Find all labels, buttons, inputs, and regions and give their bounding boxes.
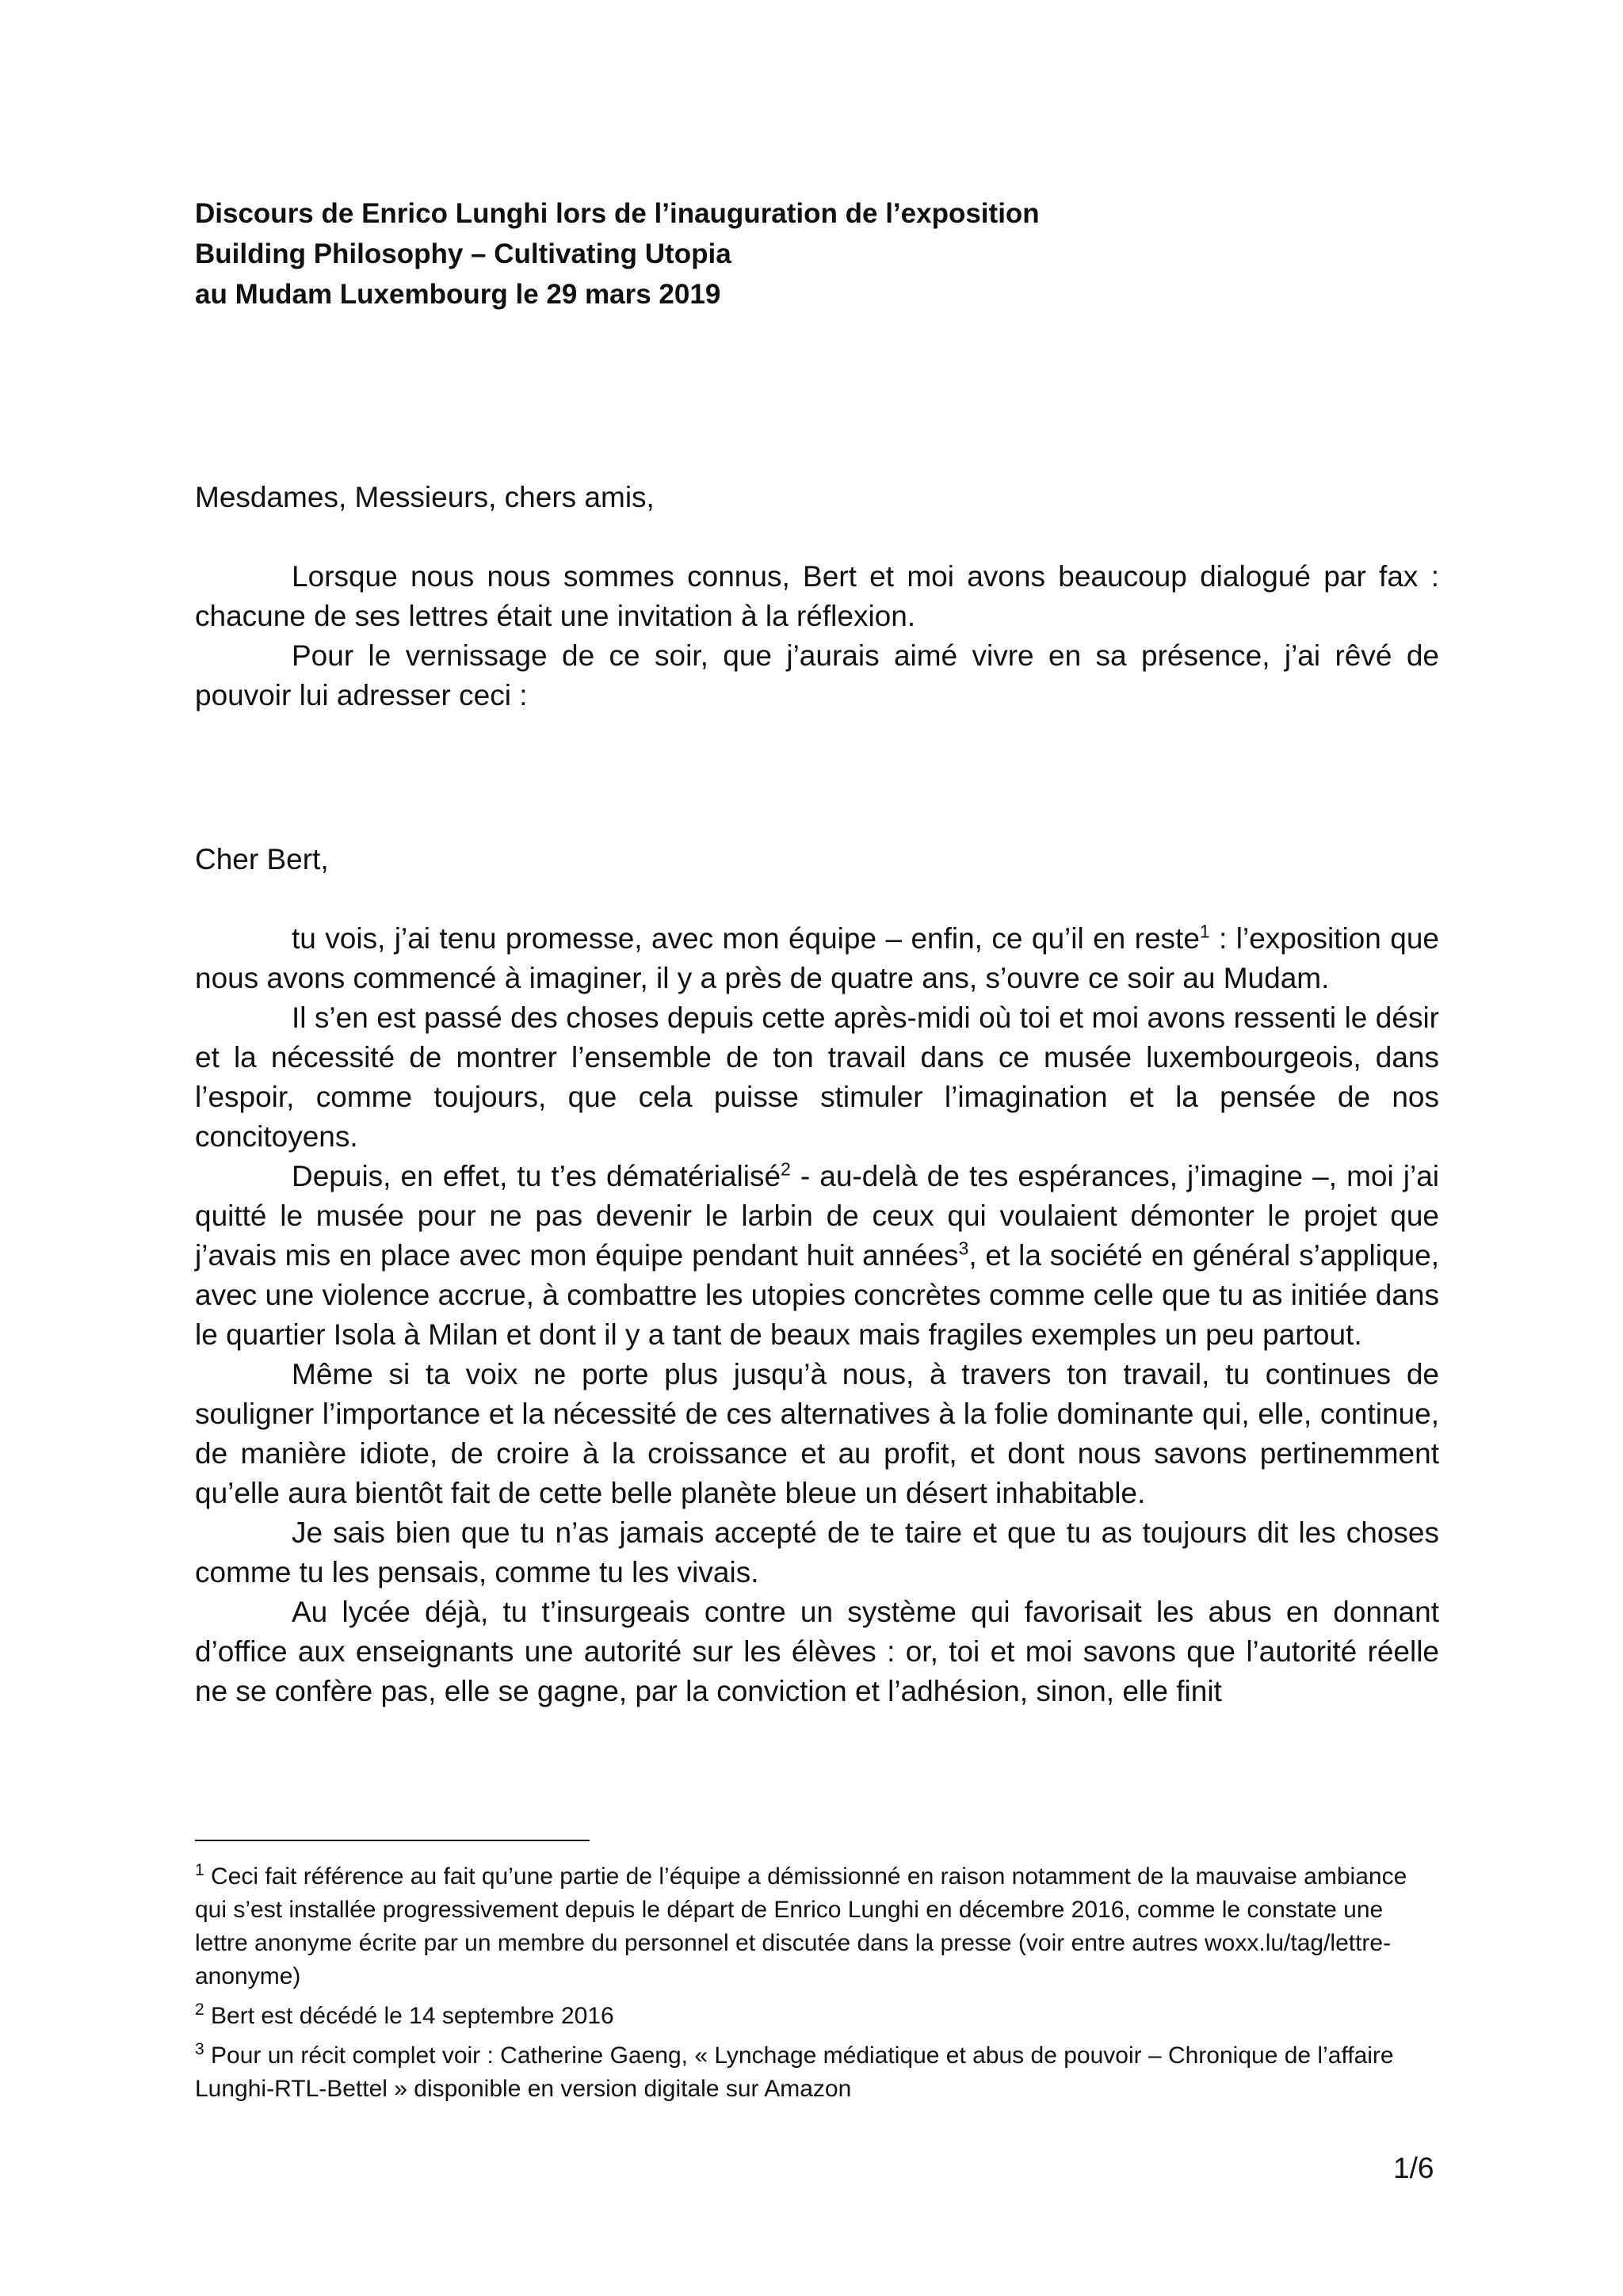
letter-paragraph-3-text-c: , et la société en général s’applique, avec une violence accrue, à combattre les utopies concrètes comme celle que tu as initiée dans le quartier Isola à Milan et dont il y a tant de beaux mais fragiles exemples un peu partout. [195,1239,1440,1351]
heading-line-2: Building Philosophy – Cultivating Utopia [195,238,731,269]
letter-paragraph-1 [195,919,1439,998]
footnote-mark-3: 3 [195,2040,204,2058]
footnote-3 [195,2039,1407,2106]
intro-paragraph-2: Pour le vernissage de ce soir, que j’aurais aimé vivre en sa présence, j’ai rêvé de pouvoir lui adresser ceci : [195,639,1439,711]
letter-paragraph-3-text-b: - au-delà de tes espérances, j’imagine –, moi j’ai quitté le musée pour ne pas devenir le larbin de ceux qui voulaient démonter le projet que j’avais mis en place avec mon équipe pendant huit années [195,1160,1439,1272]
footnote-1 [195,1860,1407,1993]
letter-paragraph-4: Même si ta voix ne porte plus jusqu’à nous, à travers ton travail, tu continues de souligner l’importance et la nécessité de ces alternatives à la folie dominante qui, elle, continue, de manière idiote, de croire à la croissance et au profit, et dont nous savons pertinemment qu’elle aura bientôt fait de cette belle planète bleue un désert inhabitable. [195,1358,1439,1509]
footnote-ref-1: 1 [1199,921,1210,942]
letter-paragraph-3 [195,1157,1439,1355]
heading-line-1: Discours de Enrico Lunghi lors de l’inauguration de l’exposition [195,198,1040,229]
greeting: Mesdames, Messieurs, chers amis, [195,481,655,513]
footnote-text-1: Ceci fait référence au fait qu’une partie de l’équipe a démissionné en raison notamment de la mauvaise ambiance qui s’est installée progressivement depuis le départ de Enrico Lunghi en décembre 2016, comme le constate une lettre anonyme écrite par un membre du personnel et discutée dans la presse (voir entre autres woxx.lu/tag/lettre-anonyme) [195,1863,1407,1989]
footnote-mark-2: 2 [195,2000,204,2019]
footnote-mark-1: 1 [195,1861,204,1879]
heading-line-3: au Mudam Luxembourg le 29 mars 2019 [195,279,721,310]
footnotes [195,1860,1407,2112]
letter-paragraph-5: Je sais bien que tu n’as jamais accepté de te taire et que tu as toujours dit les choses comme tu les pensais, comme tu les vivais. [195,1516,1439,1589]
page-number: 1/6 [1393,2152,1434,2184]
footnote-ref-3: 3 [958,1238,969,1259]
footnote-text-2: Bert est décédé le 14 septembre 2016 [204,2003,614,2029]
letter-greeting: Cher Bert, [195,843,329,875]
letter-paragraph-3-text-a: Depuis, en effet, tu t’es dématérialisé [292,1160,781,1192]
letter-paragraph-2: Il s’en est passé des choses depuis cette après-midi où toi et moi avons ressenti le désir et la nécessité de montrer l’ensemble de ton travail dans ce musée luxembourgeois, dans l’espoir, comme toujours, que cela puisse stimuler l’imagination et la pensée de nos concitoyens. [195,1001,1439,1153]
letter-body [195,919,1439,1711]
footnote-2 [195,2000,1407,2033]
document-heading [195,193,1040,315]
letter-paragraph-1-text-b: : l’exposition que nous avons commencé à imaginer, il y a près de quatre ans, s’ouvre ce soir au Mudam. [195,922,1439,994]
footnote-ref-2: 2 [781,1158,791,1180]
letter-paragraph-1-text-a: tu vois, j’ai tenu promesse, avec mon équipe – enfin, ce qu’il en reste [292,922,1200,955]
footnote-text-3: Pour un récit complet voir : Catherine Gaeng, « Lynchage médiatique et abus de pouvoir – Chronique de l’affaire Lunghi-RTL-Bettel » disponible en version digitale sur Amazon [195,2042,1394,2102]
footnote-separator [195,1840,590,1841]
intro-section [195,557,1439,715]
letter-paragraph-6: Au lycée déjà, tu t’insurgeais contre un système qui favorisait les abus en donnant d’office aux enseignants une autorité sur les élèves : or, toi et moi savons que l’autorité réelle ne se confère pas, elle se gagne, par la conviction et l’adhésion, sinon, elle finit [195,1596,1439,1707]
intro-paragraph-1: Lorsque nous nous sommes connus, Bert et moi avons beaucoup dialogué par fax : chacune de ses lettres était une invitation à la réflexion. [195,560,1439,632]
